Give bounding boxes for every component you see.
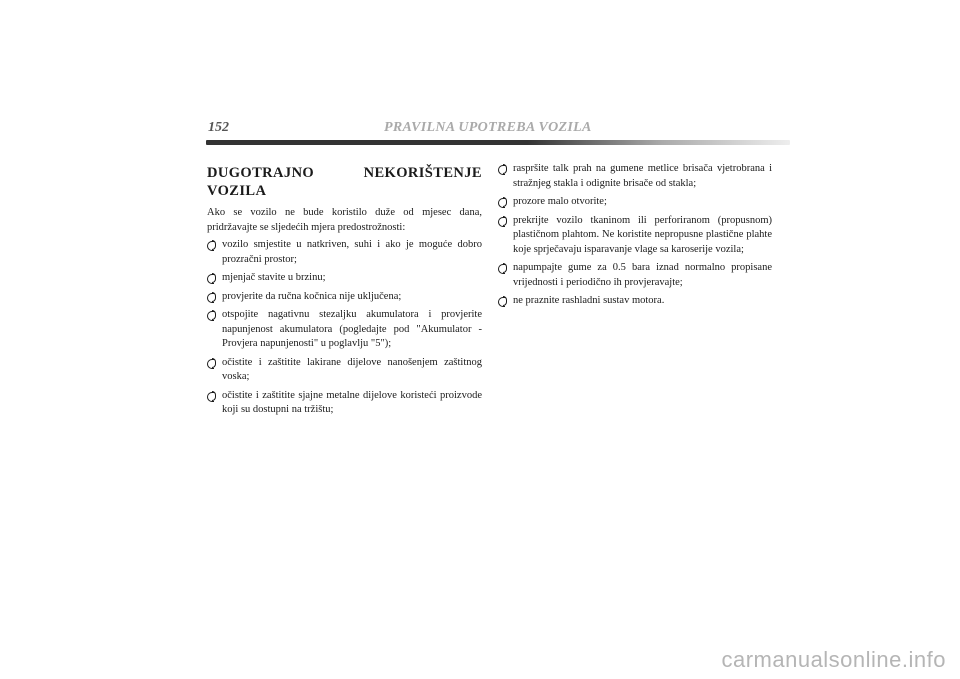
right-column <box>498 162 772 313</box>
list-item-text: otspojite nagativnu stezaljku akumulatora i provjerite napunjenost akumulatora (pogledajte pod "Akumulator - Provjera napunjenosti" u poglavlju "5"); <box>222 309 482 349</box>
list-item-text: prekrijte vozilo tkaninom ili perforiranom (propusnom) plastičnom plahtom. Ne koristite nepropusne plastične plahte koje sprječavaju isparavanje vlage sa karoserije vozila; <box>513 214 772 255</box>
header-rule <box>206 140 790 145</box>
circle-bullet-icon <box>207 359 214 369</box>
circle-bullet-icon <box>207 293 214 303</box>
list-item <box>207 389 482 418</box>
circle-bullet-icon <box>207 241 214 251</box>
circle-bullet-icon <box>207 392 214 402</box>
list-item-text: očistite i zaštitite lakirane dijelove nanošenjem zaštitnog voska; <box>222 356 482 382</box>
right-bullet-list <box>498 162 772 309</box>
running-header-title: PRAVILNA UPOTREBA VOZILA <box>384 120 592 135</box>
list-item-text: provjerite da ručna kočnica nije uključena; <box>222 290 402 302</box>
circle-bullet-icon <box>498 198 505 208</box>
circle-bullet-icon <box>498 217 505 227</box>
list-item-text: raspršite talk prah na gumene metlice brisača vjetrobrana i stražnjeg stakla i odignite brisače od stakla; <box>513 163 772 189</box>
list-item <box>207 271 482 286</box>
circle-bullet-icon <box>498 165 505 175</box>
list-item <box>498 195 772 210</box>
circle-bullet-icon <box>207 274 214 284</box>
list-item <box>498 261 772 290</box>
list-item-text: mjenjač stavite u brzinu; <box>222 272 326 283</box>
list-item <box>207 238 482 267</box>
circle-bullet-icon <box>207 311 214 321</box>
list-item <box>207 356 482 385</box>
list-item-text: ne praznite rashladni sustav motora. <box>513 295 665 306</box>
list-item-text: vozilo smjestite u natkriven, suhi i ako je moguće dobro prozračni prostor; <box>222 239 482 265</box>
left-column <box>207 164 482 422</box>
list-item <box>498 294 772 309</box>
list-item-text: napumpajte gume za 0.5 bara iznad normalno propisane vrijednosti i periodično ih provjeravajte; <box>513 262 772 288</box>
list-item-text: očistite i zaštitite sjajne metalne dijelove koristeći proizvode koji su dostupni na tržištu; <box>222 389 482 415</box>
list-item <box>207 290 482 305</box>
circle-bullet-icon <box>498 297 505 307</box>
intro-paragraph: Ako se vozilo ne bude koristilo duže od mjesec dana, pridržavajte se sljedećih mjera predostrožnosti: <box>207 207 482 233</box>
list-item <box>498 162 772 191</box>
list-item <box>207 308 482 352</box>
watermark: carmanualsonline.info <box>721 647 946 672</box>
page-number: 152 <box>208 120 229 135</box>
list-item-text: prozore malo otvorite; <box>513 196 607 207</box>
list-item <box>498 214 772 258</box>
circle-bullet-icon <box>498 264 505 274</box>
section-title: DUGOTRAJNO NEKORIŠTENJE VOZILA <box>207 165 482 199</box>
left-bullet-list <box>207 238 482 418</box>
